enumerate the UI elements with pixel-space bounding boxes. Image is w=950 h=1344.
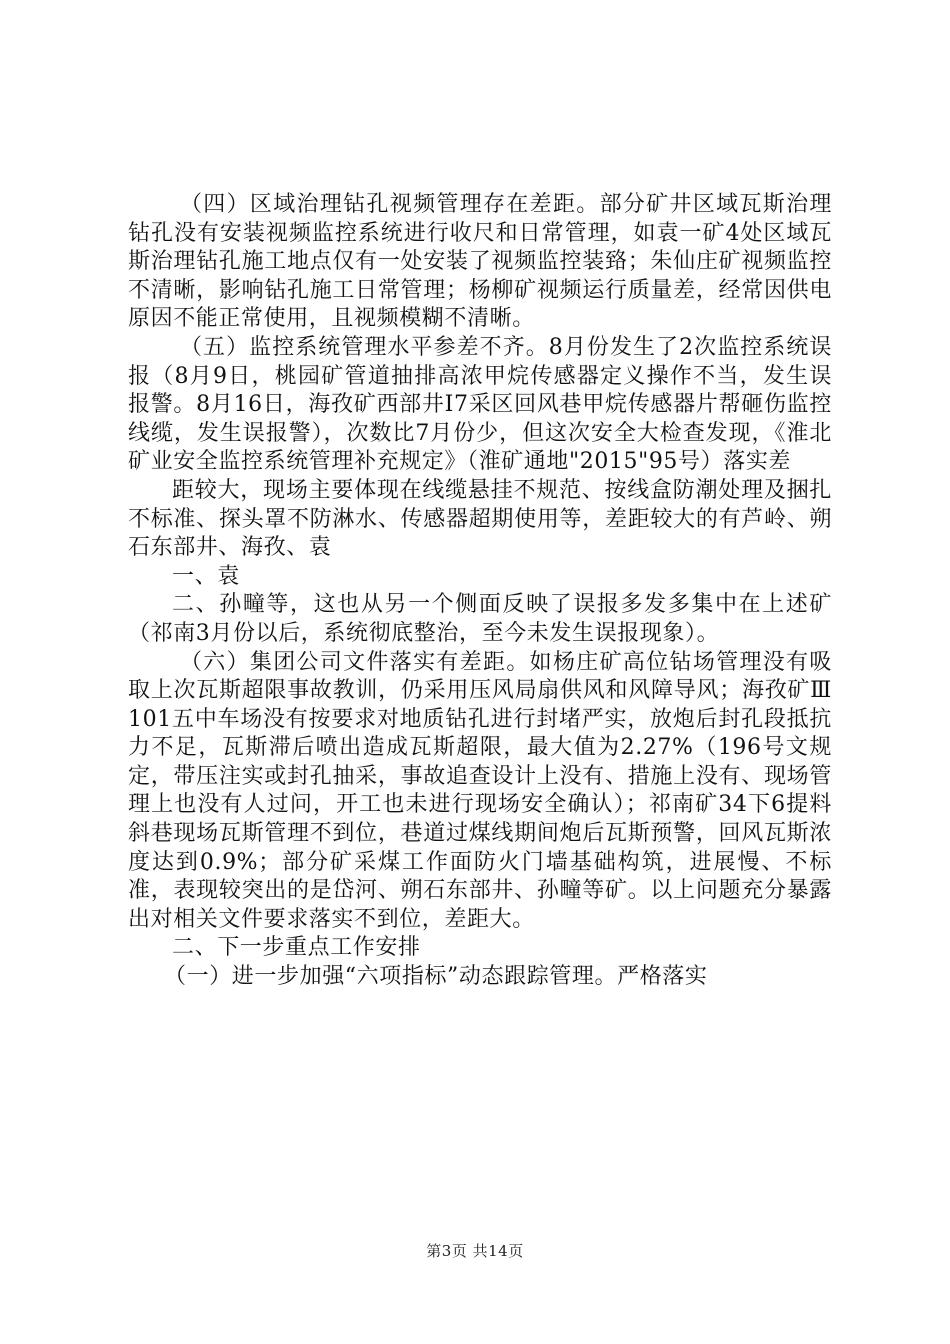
page-number-footer: 第3页 共14页 <box>426 1242 524 1260</box>
paragraph-list-item-2: 二、孙疃等，这也从另一个侧面反映了误报多发多集中在上述矿（祁南3月份以后，系统彻底整治，至今未发生误报现象）。 <box>128 592 832 646</box>
paragraph-next-steps-1: （一）进一步加强“六项指标”动态跟踪管理。严格落实 <box>164 964 708 990</box>
paragraph-section-5: （五）监控系统管理水平参差不齐。8月份发生了2次监控系统误报（8月9日，桃园矿管道抽排高浓甲烷传感器定义操作不当，发生误报警。8月16日，海孜矿西部井Ⅰ7采区回风巷甲烷传感器片帮砸伤监控线缆，发生误报警），次数比7月份少，但这次安全大检查发现，《淮北矿业安全监控系统管理补充规定》（淮矿通地"2015"95号）落实差 <box>128 334 832 475</box>
paragraph-section-4: （四）区域治理钻孔视频管理存在差距。部分矿井区域瓦斯治理钻孔没有安装视频监控系统进行收尺和日常管理，如袁一矿4处区域瓦斯治理钻孔施工地点仅有一处安装了视频监控装臵；朱仙庄矿视频监控不清晰，影响钻孔施工日常管理；杨柳矿视频运行质量差，经常因供电原因不能正常使用，且视频模糊不清晰。 <box>128 192 832 332</box>
heading-next-steps: 二、下一步重点工作安排 <box>172 935 421 961</box>
paragraph-section-5-continued: 距较大，现场主要体现在线缆悬挂不规范、按线盒防潮处理及捆扎不标准、探头罩不防淋水、传感器超期使用等，差距较大的有芦岭、朔石东部井、海孜、袁 <box>128 477 832 561</box>
paragraph-section-6: （六）集团公司文件落实有差距。如杨庄矿高位钻场管理没有吸取上次瓦斯超限事故教训，仍采用压风局扇供风和风障导风；海孜矿Ⅲ101五中车场没有按要求对地质钻孔进行封堵严实，放炮后封孔段抵抗力不足，瓦斯滞后喷出造成瓦斯超限，最大值为2.27%（196号文规定，带压注实或封孔抽采，事故追查设计上没有、措施上没有、现场管理上也没有人过问，开工也未进行现场安全确认）；祁南矿34下6提料斜巷现场瓦斯管理不到位，巷道过煤线期间炮后瓦斯预警，回风瓦斯浓度达到0.9%；部分矿采煤工作面防火门墙基础构筑，进展慢、不标准，表现较突出的是岱河、朔石东部井、孙疃等矿。以上问题充分暴露出对相关文件要求落实不到位，差距大。 <box>128 649 832 932</box>
paragraph-list-item-1: 一、袁 <box>172 563 240 589</box>
document-body <box>128 191 832 992</box>
